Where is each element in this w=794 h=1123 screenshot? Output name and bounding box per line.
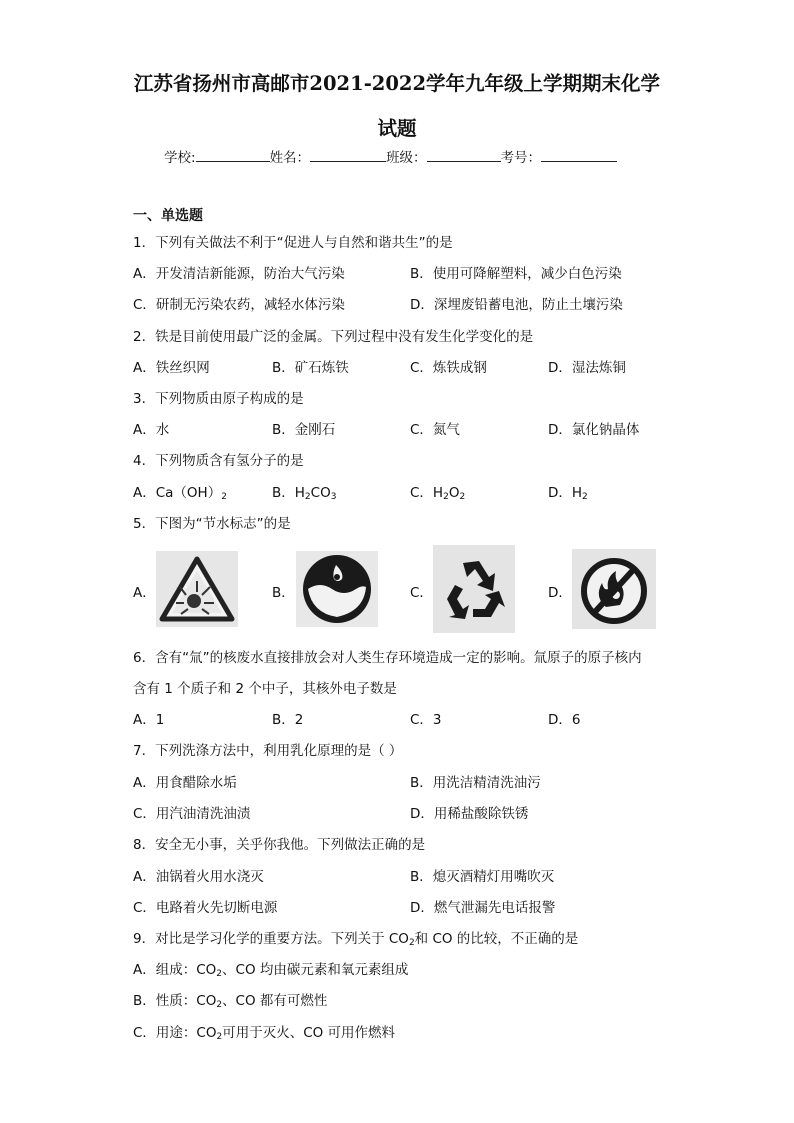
q3-stem: 3．下列物质由原子构成的是 [133, 391, 304, 407]
q6-stem-line1: 6．含有“氚”的核废水直接排放会对人类生存环境造成一定的影响。氚原子的原子核内 [133, 650, 642, 666]
q7-option-b: B．用洗洁精清洗油污 [410, 775, 541, 791]
q4-option-a: A．$Ca(OH)_2$ [133, 485, 227, 502]
recycle-icon [433, 545, 515, 633]
q9-option-c: C．用途：$CO_2$可用于灭火、CO 可用作燃料 [133, 1025, 396, 1042]
q1-option-a: A．开发清洁新能源，防治大气污染 [133, 266, 345, 282]
q2-option-d: D．湿法炼铜 [548, 360, 626, 376]
q2-option-a: A．铁丝织网 [133, 360, 210, 376]
q9-option-a: A．组成：$CO_2$、CO 均由碳元素和氧元素组成 [133, 962, 409, 979]
q4-option-b: B．$H_2CO_3$ [272, 485, 337, 502]
q5-option-c-label: C． [410, 585, 433, 601]
exam-no-label: 考号： [500, 150, 542, 166]
explosive-hazard-icon [156, 551, 238, 627]
q5-option-a-label: A． [133, 585, 156, 601]
q6-option-c: C．3 [410, 712, 442, 728]
water-saving-icon [296, 551, 378, 627]
q8-option-c: C．电路着火先切断电源 [133, 900, 278, 916]
q7-option-c: C．用汽油清洗油渍 [133, 806, 251, 822]
q2-stem: 2．铁是目前使用最广泛的金属。下列过程中没有发生化学变化的是 [133, 329, 534, 345]
q6-stem-line2: 含有 1 个质子和 2 个中子，其核外电子数是 [133, 681, 397, 697]
q3-option-a: A．水 [133, 422, 170, 438]
title-line-2: 试题 [377, 117, 417, 140]
q3-option-d: D．氯化钠晶体 [548, 422, 640, 438]
q7-option-d: D．用稀盐酸除铁锈 [410, 806, 529, 822]
school-blank[interactable] [196, 148, 270, 162]
q4-option-c: C．$H_2O_2$ [410, 485, 466, 502]
q3-option-c: C．氮气 [410, 422, 460, 438]
class-label: 班级： [386, 150, 427, 166]
q1-stem: 1．下列有关做法不利于“促进人与自然和谐共生”的是 [133, 235, 453, 251]
exam-no-blank[interactable] [541, 148, 617, 162]
q2-option-c: C．炼铁成钢 [410, 360, 487, 376]
school-label: 学校: [164, 150, 196, 166]
q8-option-a: A．油锅着火用水浇灭 [133, 869, 264, 885]
q6-option-a: A．1 [133, 712, 165, 728]
q4-stem: 4．下列物质含有氢分子的是 [133, 453, 304, 469]
q9-stem: 9．对比是学习化学的重要方法。下列关于 $CO_2$和 CO 的比较，不正确的是 [133, 931, 579, 948]
no-fire-icon [572, 549, 656, 629]
q2-option-b: B．矿石炼铁 [272, 360, 349, 376]
q1-option-b: B．使用可降解塑料，减少白色污染 [410, 266, 622, 282]
q9-option-b: B．性质：$CO_2$、CO 都有可燃性 [133, 993, 328, 1010]
q8-stem: 8．安全无小事，关乎你我他。下列做法正确的是 [133, 837, 426, 853]
name-label: 姓名： [269, 150, 311, 166]
q5-stem: 5．下图为“节水标志”的是 [133, 516, 291, 532]
q8-option-b: B．熄灭酒精灯用嘴吹灭 [410, 869, 555, 885]
q5-option-d-label: D． [548, 585, 572, 601]
title-line-1: 江苏省扬州市高邮市2021-2022学年九年级上学期期末化学 [133, 72, 661, 95]
q1-option-c: C．研制无污染农药，减轻水体污染 [133, 297, 345, 313]
q7-stem: 7．下列洗涤方法中，利用乳化原理的是（ ） [133, 743, 403, 759]
q4-option-d: D．$H_2$ [548, 485, 588, 502]
name-blank[interactable] [310, 148, 386, 162]
q6-option-b: B．2 [272, 712, 304, 728]
q5-option-b-label: B． [272, 585, 295, 601]
q6-option-d: D．6 [548, 712, 581, 728]
class-blank[interactable] [427, 148, 501, 162]
q8-option-d: D．燃气泄漏先电话报警 [410, 900, 556, 916]
student-info [164, 146, 617, 166]
q1-option-d: D．深埋废铅蓄电池，防止土壤污染 [410, 297, 623, 313]
q7-option-a: A．用食醋除水垢 [133, 775, 237, 791]
q3-option-b: B．金刚石 [272, 422, 336, 438]
section-heading: 一、单选题 [133, 208, 203, 224]
